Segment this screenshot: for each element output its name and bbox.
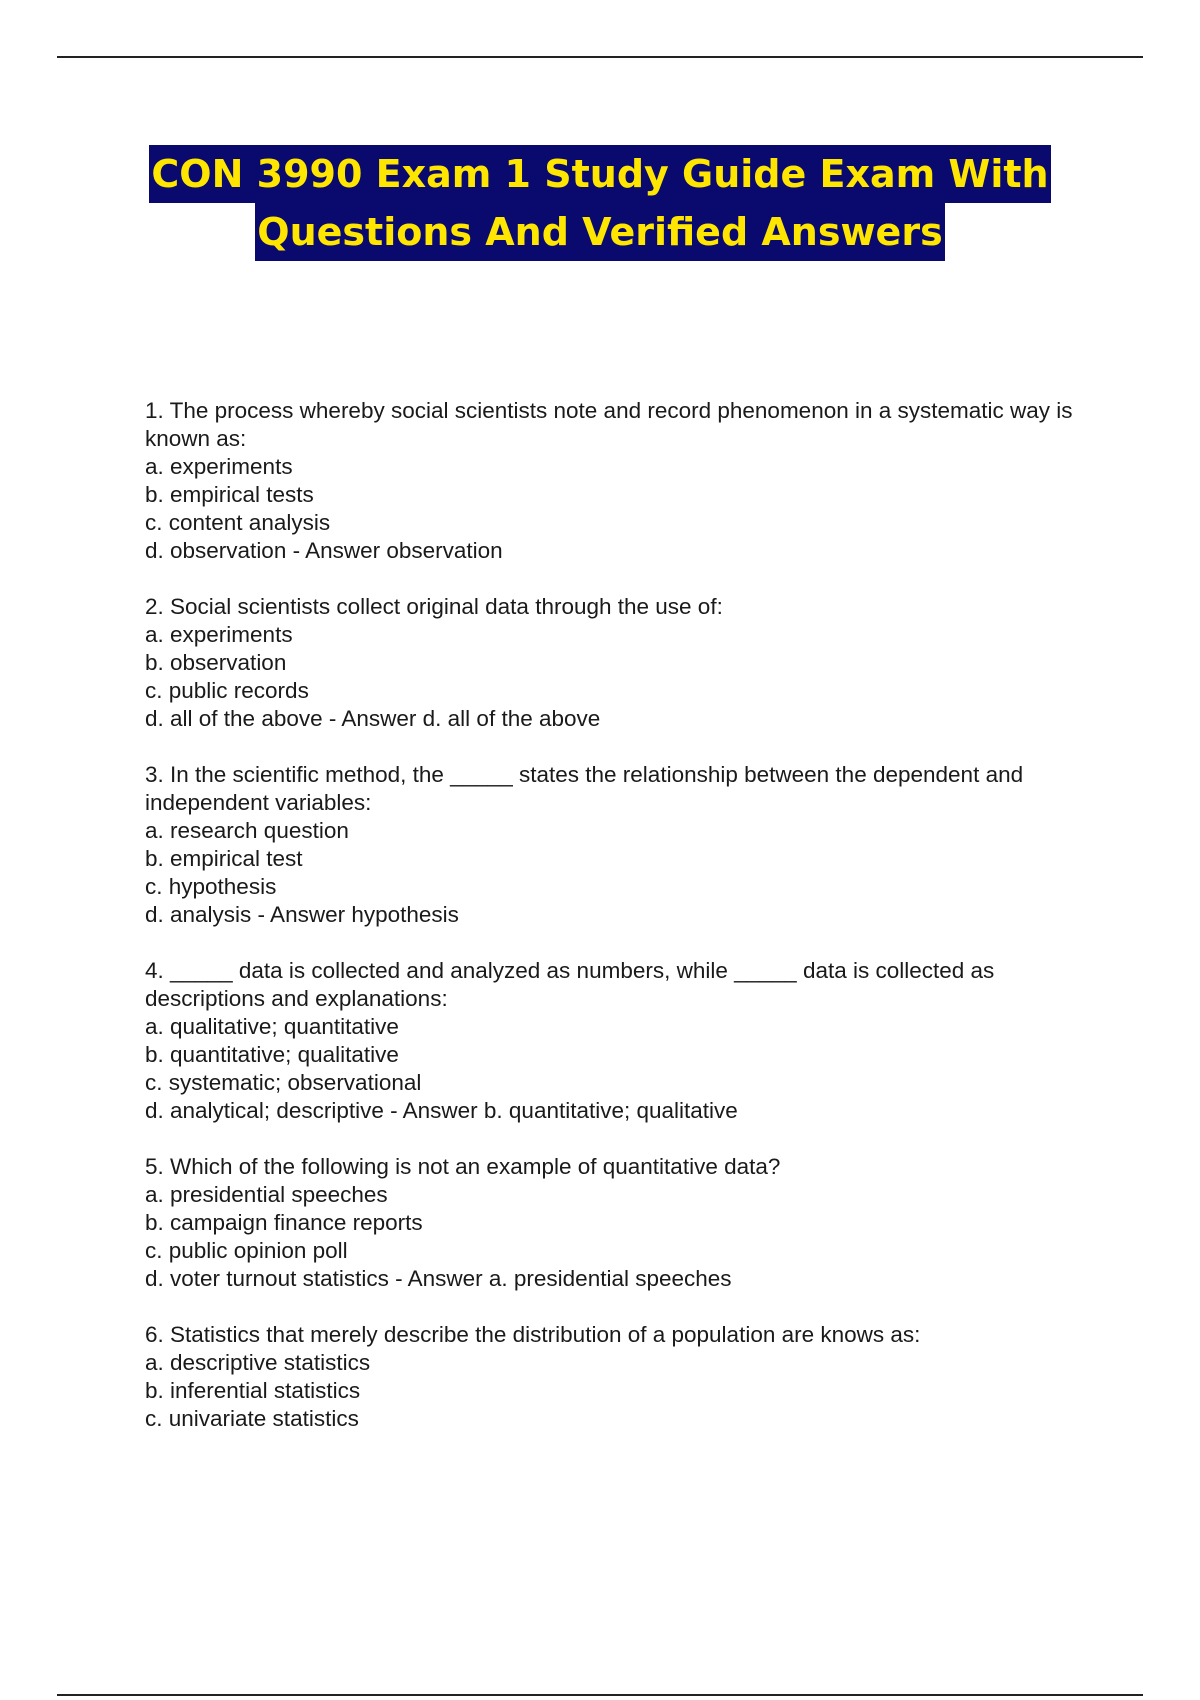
option-b: b. observation [145, 650, 287, 675]
bottom-divider [57, 1694, 1143, 1696]
option-b: b. empirical test [145, 846, 303, 871]
option-d-answer: d. voter turnout statistics - Answer a. presidential speeches [145, 1266, 732, 1291]
option-a: a. experiments [145, 622, 293, 647]
option-d-answer: d. all of the above - Answer d. all of the above [145, 706, 601, 731]
option-c: c. univariate statistics [145, 1406, 359, 1431]
option-d-answer: d. analytical; descriptive - Answer b. quantitative; qualitative [145, 1098, 738, 1123]
question-list [145, 397, 1075, 1461]
option-b: b. quantitative; qualitative [145, 1042, 399, 1067]
question-2 [145, 593, 1075, 733]
question-4 [145, 957, 1075, 1125]
option-b: b. empirical tests [145, 482, 314, 507]
question-stem: 1. The process whereby social scientists note and record phenomenon in a systematic way is known as: [145, 398, 1073, 451]
top-divider [57, 56, 1143, 58]
option-a: a. qualitative; quantitative [145, 1014, 399, 1039]
title-line-2: Questions And Verified Answers [255, 203, 944, 261]
option-c: c. systematic; observational [145, 1070, 422, 1095]
question-stem: 6. Statistics that merely describe the distribution of a population are knows as: [145, 1322, 921, 1347]
question-stem: 5. Which of the following is not an example of quantitative data? [145, 1154, 781, 1179]
option-b: b. inferential statistics [145, 1378, 361, 1403]
question-stem: 4. _____ data is collected and analyzed as numbers, while _____ data is collected as descriptions and explanations: [145, 958, 995, 1011]
option-c: c. public records [145, 678, 309, 703]
question-5 [145, 1153, 1075, 1293]
title-line-1: CON 3990 Exam 1 Study Guide Exam With [149, 145, 1050, 203]
option-a: a. descriptive statistics [145, 1350, 371, 1375]
option-c: c. content analysis [145, 510, 331, 535]
option-a: a. presidential speeches [145, 1182, 388, 1207]
question-stem: 2. Social scientists collect original data through the use of: [145, 594, 723, 619]
question-6 [145, 1321, 1075, 1433]
option-c: c. public opinion poll [145, 1238, 348, 1263]
option-c: c. hypothesis [145, 874, 277, 899]
document-title [0, 145, 1200, 261]
option-d-answer: d. analysis - Answer hypothesis [145, 902, 459, 927]
question-stem: 3. In the scientific method, the _____ states the relationship between the dependent and independent variables: [145, 762, 1024, 815]
option-b: b. campaign finance reports [145, 1210, 423, 1235]
question-1 [145, 397, 1075, 565]
question-3 [145, 761, 1075, 929]
option-a: a. research question [145, 818, 349, 843]
option-a: a. experiments [145, 454, 293, 479]
option-d-answer: d. observation - Answer observation [145, 538, 503, 563]
